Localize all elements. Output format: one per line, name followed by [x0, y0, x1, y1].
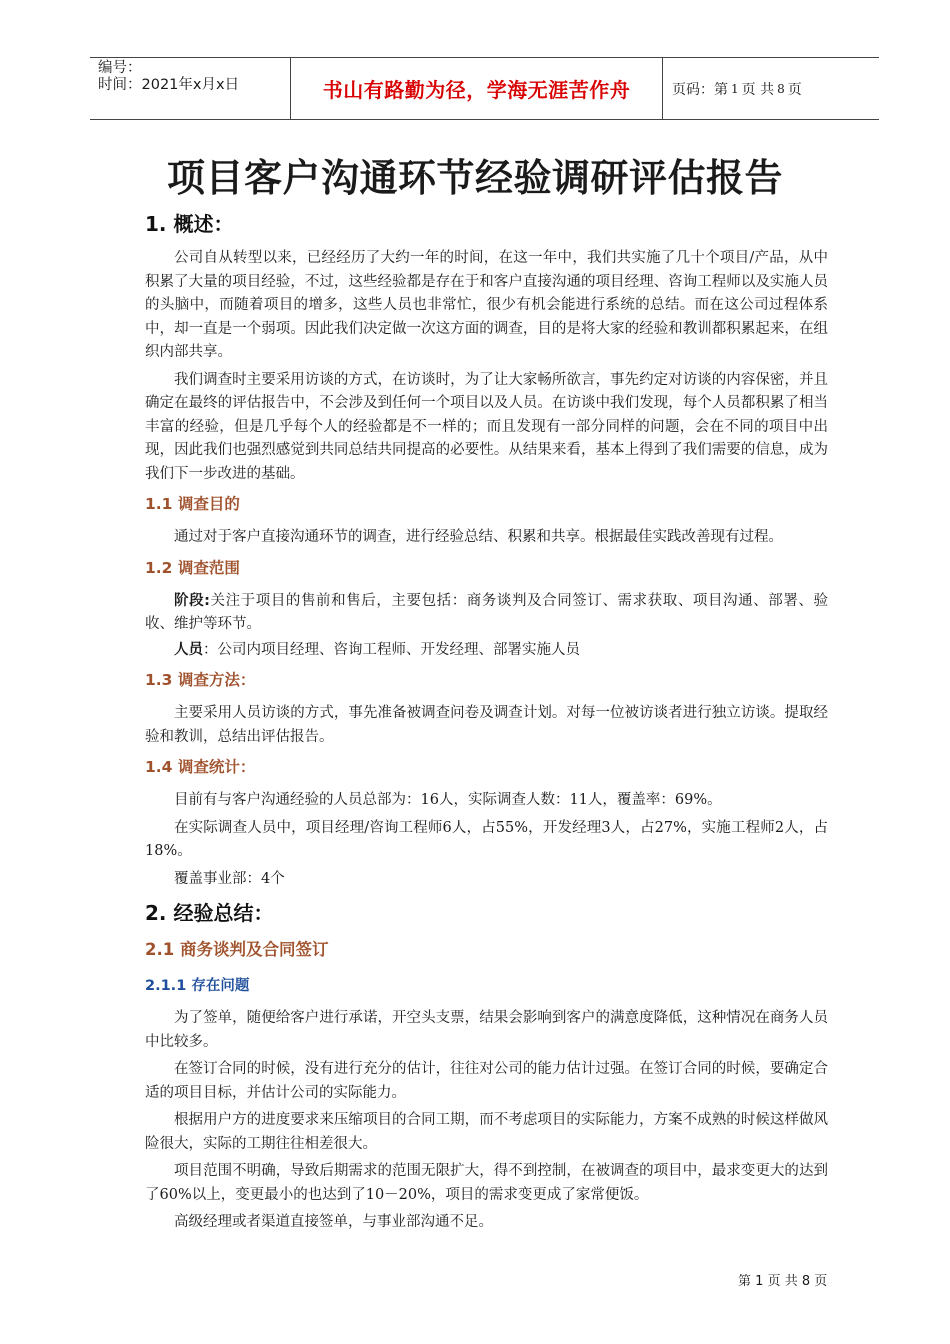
section-2-1-1-paragraph-3: 根据用户方的进度要求来压缩项目的合同工期，而不考虑项目的实际能力，方案不成熟的时候这样做风险很大，实际的工期往往相差很大。 [145, 1112, 828, 1152]
page-footer [738, 1270, 827, 1289]
header-page-info [672, 58, 872, 119]
section-1-4-heading: 1.4 调查统计： [145, 758, 256, 776]
footer-total: 8 [801, 1274, 811, 1289]
header-number-label: 编号： [98, 60, 142, 76]
section-2-1-1-paragraph-5: 高级经理或者渠道直接签单，与事业部沟通不足。 [174, 1214, 493, 1230]
people-text: ：公司内项目经理、咨询工程师、开发经理、部署实施人员 [203, 641, 580, 658]
document-title: 项目客户沟通环节经验调研评估报告 [166, 156, 783, 200]
footer-suffix: 页 [814, 1274, 828, 1289]
header-motto: 书山有路勤为径，学海无涯苦作舟 [290, 58, 663, 119]
header-meta [98, 58, 290, 121]
section-1-paragraph-2: 我们调查时主要采用访谈的方式，在访谈时，为了让大家畅所欲言，事先约定对访谈的内容保密，并且确定在最终的评估报告中，不会涉及到任何一个项目以及人员。在访谈中我们发现，每个人员都积累了相当丰富的经验，但是几乎每个人的经验都是不一样的；而且发现有一部分同样的问题，会在不同的项目中出现，因此我们也强烈感觉到共同总结共同提高的必要性。从结果来看，基本上得到了我们需要的信息，成为我们下一步改进的基础。 [145, 371, 828, 482]
section-1-1-heading: 1.1 调查目的 [145, 495, 240, 513]
section-1-3-heading: 1.3 调查方法： [145, 671, 256, 689]
section-2-1-heading: 2.1 商务谈判及合同签订 [145, 940, 329, 959]
people-label: 人员 [174, 641, 203, 658]
section-1-4-paragraph-2: 在实际调查人员中，项目经理/咨询工程师6人，占55%，开发经理3人，占27%，实施工程师2人，占18%。 [145, 819, 828, 859]
section-1-heading: 1. 概述： [145, 212, 234, 236]
header-page-mid: 页 共 [741, 81, 775, 98]
stage-label: 阶段: [174, 592, 210, 609]
section-2-1-1-heading: 2.1.1 存在问题 [145, 978, 250, 994]
header-page-suffix: 页 [787, 81, 802, 98]
section-2-heading: 2. 经验总结： [145, 901, 274, 925]
header-page-total: 8 [777, 81, 785, 96]
footer-mid: 页 共 [767, 1274, 798, 1289]
section-1-4-paragraph-3: 覆盖事业部：4个 [174, 870, 285, 887]
section-1-1-paragraph: 通过对于客户直接沟通环节的调查，进行经验总结、积累和共享。根据最佳实践改善现有过程。 [174, 529, 783, 545]
document-header [90, 57, 879, 120]
footer-current: 1 [755, 1274, 764, 1289]
header-page-current: 1 [731, 81, 739, 96]
section-2-1-1-paragraph-2: 在签订合同的时候，没有进行充分的估计，往往对公司的能力估计过强。在签订合同的时候，要确定合适的项目目标，并估计公司的实际能力。 [145, 1061, 828, 1101]
section-2-1-1-paragraph-1: 为了签单，随便给客户进行承诺，开空头支票，结果会影响到客户的满意度降低，这种情况在商务人员中比较多。 [145, 1010, 828, 1050]
section-2-1-1-paragraph-4: 项目范围不明确，导致后期需求的范围无限扩大，得不到控制，在被调查的项目中，最求变更大的达到了60%以上，变更最小的也达到了10－20%，项目的需求变更成了家常便饭。 [145, 1163, 828, 1203]
footer-prefix: 第 [738, 1274, 752, 1289]
header-page-prefix: 页码：第 [672, 81, 728, 98]
document-body [145, 204, 828, 1235]
section-1-paragraph-1: 公司自从转型以来，已经经历了大约一年的时间，在这一年中，我们共实施了几十个项目/产品，从中积累了大量的项目经验，不过，这些经验都是存在于和客户直接沟通的项目经理、咨询工程师以及实施人员的头脑中，而随着项目的增多，这些人员也非常忙，很少有机会能进行系统的总结。而在这公司过程体系中，却一直是一个弱项。因此我们决定做一次这方面的调查，目的是将大家的经验和教训都积累起来，在组织内部共享。 [145, 250, 828, 360]
stage-text: 关注于项目的售前和售后，主要包括：商务谈判及合同签订、需求获取、项目沟通、部署、验收、维护等环节。 [145, 592, 828, 632]
section-1-4-paragraph-1: 目前有与客户沟通经验的人员总部为：16人，实际调查人数：11人，覆盖率：69%。 [174, 792, 722, 808]
section-1-2-people [145, 639, 828, 663]
section-1-3-paragraph: 主要采用人员访谈的方式，事先准备被调查问卷及调查计划。对每一位被访谈者进行独立访谈。提取经验和教训，总结出评估报告。 [145, 705, 828, 745]
header-time-label: 时间：2021年x月x日 [98, 77, 240, 93]
section-1-2-stage [145, 590, 828, 637]
section-1-2-heading: 1.2 调查范围 [145, 558, 240, 577]
